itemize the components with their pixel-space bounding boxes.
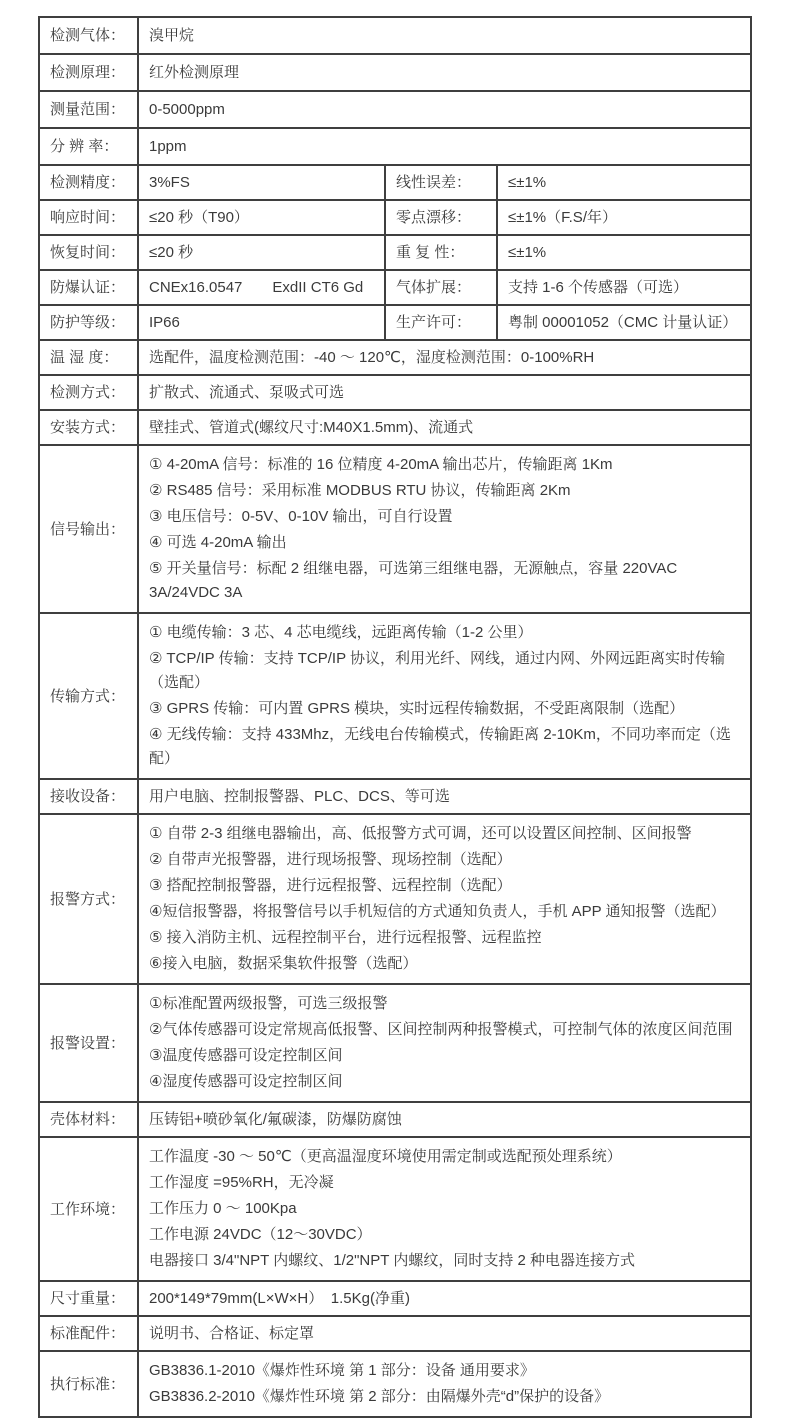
spec-line: 工作温度 -30 ～ 50℃（更高温湿度环境使用需定制或选配预处理系统） [149,1148,622,1165]
spec-line: 工作压力 0 ～ 100Kpa [149,1200,297,1217]
spec-value-repeatability: ≤±1% [497,235,751,270]
spec-value-dimensions: 200*149*79mm(L×W×H） 1.5Kg(净重) [138,1281,751,1316]
spec-label-range: 测量范围： [39,91,138,128]
spec-label-alarm-settings: 报警设置： [39,984,138,1102]
table-row [39,340,751,375]
spec-table [38,16,752,1418]
spec-value-accessories: 说明书、合格证、标定罩 [138,1316,751,1351]
spec-label-accuracy: 检测精度： [39,165,138,200]
spec-label-zero-drift: 零点漂移： [385,200,497,235]
table-row [39,54,751,91]
spec-value-work-env [138,1137,751,1281]
spec-label-standards: 执行标准： [39,1351,138,1417]
spec-label-receivers: 接收设备： [39,779,138,814]
spec-value-install-mode: 壁挂式、管道式(螺纹尺寸:M40X1.5mm)、流通式 [138,410,751,445]
spec-label-dimensions: 尺寸重量： [39,1281,138,1316]
spec-value-alarm-mode [138,814,751,984]
spec-line: ④ 可选 4-20mA 输出 [149,534,287,551]
spec-line: ② RS485 信号：采用标准 MODBUS RTU 协议，传输距离 2Km [149,482,571,499]
spec-line: ③ 搭配控制报警器，进行远程报警、远程控制（选配） [149,877,512,894]
spec-label-response-time: 响应时间： [39,200,138,235]
spec-label-recovery-time: 恢复时间： [39,235,138,270]
table-row [39,1102,751,1137]
spec-label-detect-gas: 检测气体： [39,17,138,54]
spec-value-range: 0-5000ppm [138,91,751,128]
spec-label-repeatability: 重 复 性： [385,235,497,270]
spec-label-detect-mode: 检测方式： [39,375,138,410]
table-row [39,165,751,200]
spec-line: ② 自带声光报警器，进行现场报警、现场控制（选配） [149,851,512,868]
spec-line: 电器接口 3/4"NPT 内螺纹、1/2"NPT 内螺纹，同时支持 2 种电器连接方式 [149,1252,635,1269]
spec-value-linearity: ≤±1% [497,165,751,200]
table-row [39,235,751,270]
table-row [39,1281,751,1316]
spec-line: ④湿度传感器可设定控制区间 [149,1073,343,1090]
spec-line: ③温度传感器可设定控制区间 [149,1047,343,1064]
table-row [39,410,751,445]
table-row [39,91,751,128]
spec-line: 工作湿度 =95%RH，无冷凝 [149,1174,334,1191]
spec-label-work-env: 工作环境： [39,1137,138,1281]
spec-line: ① 电缆传输：3 芯、4 芯电缆线，远距离传输（1-2 公里） [149,624,533,641]
spec-value-principle: 红外检测原理 [138,54,751,91]
spec-line: ⑤ 接入消防主机、远程控制平台，进行远程报警、远程监控 [149,929,542,946]
spec-line: 工作电源 24VDC（12～30VDC） [149,1226,372,1243]
spec-label-linearity: 线性误差： [385,165,497,200]
spec-label-signal-output: 信号输出： [39,445,138,613]
spec-line: ① 自带 2-3 组继电器输出，高、低报警方式可调，还可以设置区间控制、区间报警 [149,825,692,842]
spec-value-housing: 压铸铝+喷砂氧化/氟碳漆，防爆防腐蚀 [138,1102,751,1137]
table-row [39,1351,751,1417]
spec-label-accessories: 标准配件： [39,1316,138,1351]
spec-line: ④ 无线传输：支持 433Mhz，无线电台传输模式，传输距离 2-10Km，不同功率而定（选配） [149,726,731,767]
spec-label-gas-expand: 气体扩展： [385,270,497,305]
spec-line: ⑤ 开关量信号：标配 2 组继电器，可选第三组继电器，无源触点，容量 220VAC 3A/24VDC 3A [149,560,678,601]
spec-line: ①标准配置两级报警，可选三级报警 [149,995,388,1012]
table-row [39,305,751,340]
spec-label-principle: 检测原理： [39,54,138,91]
spec-label-ex-cert: 防爆认证： [39,270,138,305]
spec-value-resolution: 1ppm [138,128,751,165]
spec-label-transmission: 传输方式： [39,613,138,779]
spec-line: ① 4-20mA 信号：标准的 16 位精度 4-20mA 输出芯片，传输距离 1Km [149,456,613,473]
spec-value-zero-drift: ≤±1%（F.S/年） [497,200,751,235]
spec-value-gas-expand: 支持 1-6 个传感器（可选） [497,270,751,305]
table-row [39,375,751,410]
spec-line: ②气体传感器可设定常规高低报警、区间控制两种报警模式，可控制气体的浓度区间范围 [149,1021,733,1038]
spec-line: ③ GPRS 传输：可内置 GPRS 模块，实时远程传输数据，不受距离限制（选配） [149,700,685,717]
spec-value-transmission [138,613,751,779]
spec-label-install-mode: 安装方式： [39,410,138,445]
spec-label-housing: 壳体材料： [39,1102,138,1137]
spec-label-temp-humidity: 温 湿 度： [39,340,138,375]
spec-line: ④短信报警器，将报警信号以手机短信的方式通知负责人，手机 APP 通知报警（选配） [149,903,726,920]
spec-line: ② TCP/IP 传输：支持 TCP/IP 协议，利用光纤、网线，通过内网、外网远距离实时传输（选配） [149,650,725,691]
spec-value-alarm-settings [138,984,751,1102]
spec-value-production-license: 粤制 00001052（CMC 计量认证） [497,305,751,340]
spec-line: ⑥接入电脑，数据采集软件报警（选配） [149,955,418,972]
spec-value-ex-cert: CNEx16.0547 ExdII CT6 Gd [138,270,385,305]
spec-label-ip-rating: 防护等级： [39,305,138,340]
spec-value-standards [138,1351,751,1417]
spec-line: GB3836.1-2010《爆炸性环境 第 1 部分：设备 通用要求》 [149,1362,535,1379]
spec-label-production-license: 生产许可： [385,305,497,340]
table-row [39,984,751,1102]
table-row [39,613,751,779]
table-row [39,200,751,235]
table-row [39,779,751,814]
table-row [39,1316,751,1351]
spec-value-accuracy: 3%FS [138,165,385,200]
spec-label-alarm-mode: 报警方式： [39,814,138,984]
spec-value-detect-mode: 扩散式、流通式、泵吸式可选 [138,375,751,410]
spec-value-response-time: ≤20 秒（T90） [138,200,385,235]
spec-value-recovery-time: ≤20 秒 [138,235,385,270]
spec-value-detect-gas: 溴甲烷 [138,17,751,54]
table-row [39,814,751,984]
spec-line: ③ 电压信号：0-5V、0-10V 输出，可自行设置 [149,508,453,525]
table-row [39,17,751,54]
table-row [39,128,751,165]
spec-line: GB3836.2-2010《爆炸性环境 第 2 部分：由隔爆外壳“d”保护的设备》 [149,1388,610,1405]
spec-label-resolution: 分 辨 率： [39,128,138,165]
spec-value-signal-output [138,445,751,613]
spec-value-receivers: 用户电脑、控制报警器、PLC、DCS、等可选 [138,779,751,814]
table-row [39,270,751,305]
spec-value-ip-rating: IP66 [138,305,385,340]
spec-value-temp-humidity: 选配件，温度检测范围：-40 ～ 120℃，湿度检测范围：0-100%RH [138,340,751,375]
table-row [39,445,751,613]
table-row [39,1137,751,1281]
